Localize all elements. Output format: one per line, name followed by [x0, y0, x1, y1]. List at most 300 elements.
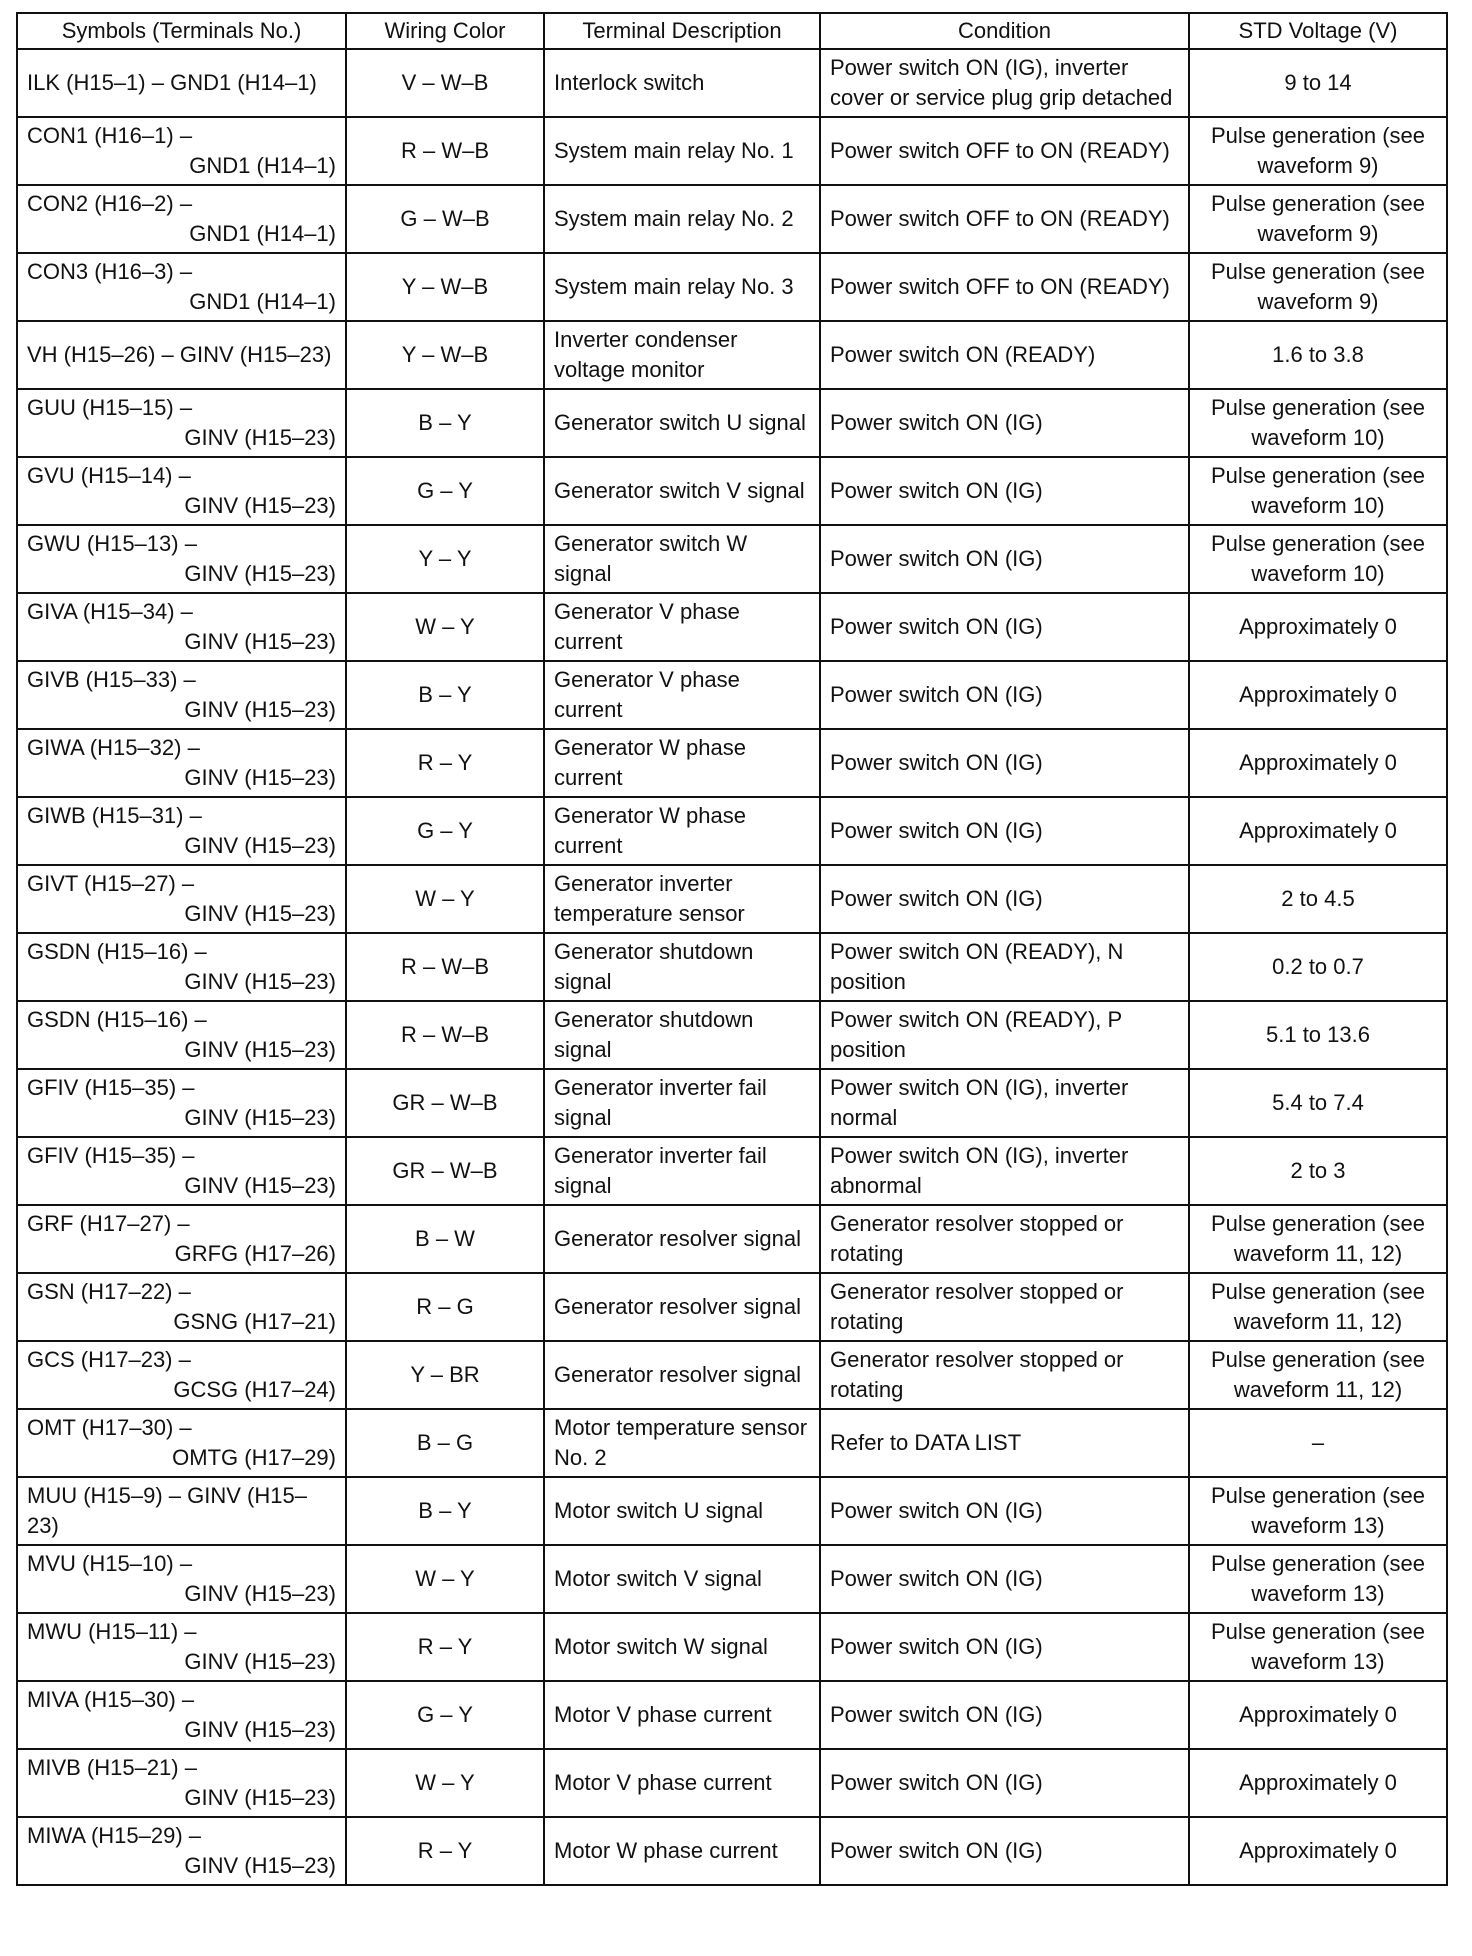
- terminal-description-cell: [544, 797, 820, 865]
- std-voltage: Approximately 0: [1239, 614, 1397, 639]
- symbol-ground: GINV (H15–23): [184, 1037, 336, 1062]
- std-voltage: –: [1311, 1430, 1325, 1455]
- wiring-color: Y – W–B: [401, 274, 489, 299]
- table-row: [17, 1749, 1447, 1817]
- std-voltage: 5.4 to 7.4: [1272, 1090, 1364, 1115]
- symbol-ground: GINV (H15–23): [184, 629, 336, 654]
- terminal-description-cell: [544, 1409, 820, 1477]
- condition-cell: [820, 49, 1189, 117]
- wiring-color-cell: [346, 797, 544, 865]
- condition-cell: [820, 1069, 1189, 1137]
- condition-cell: [820, 1477, 1189, 1545]
- condition: Power switch ON (IG): [830, 546, 1043, 571]
- symbol-ground: GINV (H15–23): [184, 1649, 336, 1674]
- symbol-ground: GINV (H15–23): [184, 1105, 336, 1130]
- symbol-terminal: GVU (H15–14) –: [27, 463, 191, 488]
- terminal-description: Motor V phase current: [554, 1702, 772, 1727]
- condition: Generator resolver stopped or rotating: [830, 1347, 1124, 1402]
- table-row: [17, 1477, 1447, 1545]
- wiring-color-cell: [346, 1069, 544, 1137]
- symbol-terminal: GIWA (H15–32) –: [27, 735, 200, 760]
- std-voltage-cell: [1189, 1137, 1447, 1205]
- terminal-description: Generator inverter fail signal: [554, 1075, 767, 1130]
- symbol-ground: GINV (H15–23): [184, 561, 336, 586]
- condition-cell: [820, 1273, 1189, 1341]
- table-row: [17, 185, 1447, 253]
- std-voltage: 2 to 3: [1290, 1158, 1346, 1183]
- terminal-description: Motor W phase current: [554, 1838, 778, 1863]
- condition-cell: [820, 525, 1189, 593]
- symbol-ground: GINV (H15–23): [184, 901, 336, 926]
- symbol-cell: [17, 1069, 346, 1137]
- terminal-description-cell: [544, 49, 820, 117]
- condition-cell: [820, 1001, 1189, 1069]
- symbol-ground: GINV (H15–23): [184, 765, 336, 790]
- table-row: [17, 1205, 1447, 1273]
- std-voltage-cell: [1189, 661, 1447, 729]
- symbol-ground: GINV (H15–23): [184, 1853, 336, 1878]
- wiring-color-cell: [346, 1613, 544, 1681]
- wiring-color-cell: [346, 321, 544, 389]
- terminal-description: System main relay No. 3: [554, 274, 794, 299]
- wiring-color: G – Y: [417, 478, 473, 503]
- terminal-description-cell: [544, 1613, 820, 1681]
- terminal-description-cell: [544, 525, 820, 593]
- terminal-description-cell: [544, 1817, 820, 1885]
- wiring-color-cell: [346, 49, 544, 117]
- wiring-color-cell: [346, 1817, 544, 1885]
- condition: Power switch ON (IG): [830, 750, 1043, 775]
- std-voltage: Approximately 0: [1239, 818, 1397, 843]
- std-voltage-cell: [1189, 525, 1447, 593]
- terminal-description: Generator switch V signal: [554, 478, 805, 503]
- condition-cell: [820, 865, 1189, 933]
- symbol-ground: OMTG (H17–29): [172, 1445, 336, 1470]
- table-row: [17, 729, 1447, 797]
- std-voltage-cell: [1189, 1205, 1447, 1273]
- condition-cell: [820, 1545, 1189, 1613]
- symbol-ground: GND1 (H14–1): [189, 153, 336, 178]
- std-voltage: 2 to 4.5: [1281, 886, 1355, 911]
- symbol-ground: GND1 (H14–1): [189, 221, 336, 246]
- condition-cell: [820, 797, 1189, 865]
- wiring-color: W – Y: [415, 1566, 475, 1591]
- terminal-description-cell: [544, 253, 820, 321]
- symbol-ground: GINV (H15–23): [184, 1173, 336, 1198]
- terminal-table: [16, 12, 1448, 1886]
- terminal-description-cell: [544, 185, 820, 253]
- terminal-description: Generator inverter fail signal: [554, 1143, 767, 1198]
- terminal-description: Generator resolver signal: [554, 1294, 802, 1319]
- std-voltage: Pulse generation (see waveform 13): [1210, 1483, 1426, 1538]
- table-row: [17, 933, 1447, 1001]
- header-std-voltage: STD Voltage (V): [1189, 13, 1447, 49]
- condition-cell: [820, 1341, 1189, 1409]
- wiring-color-cell: [346, 525, 544, 593]
- table-row: [17, 661, 1447, 729]
- std-voltage: Approximately 0: [1239, 1838, 1397, 1863]
- std-voltage: Pulse generation (see waveform 11, 12): [1210, 1211, 1426, 1266]
- condition: Power switch ON (READY): [830, 342, 1096, 367]
- std-voltage-cell: [1189, 253, 1447, 321]
- terminal-description-cell: [544, 1545, 820, 1613]
- terminal-description: Generator shutdown signal: [554, 939, 754, 994]
- wiring-color: R – W–B: [400, 954, 490, 979]
- header-symbols: Symbols (Terminals No.): [17, 13, 346, 49]
- std-voltage: Pulse generation (see waveform 13): [1210, 1619, 1426, 1674]
- symbol-cell: [17, 933, 346, 1001]
- condition-cell: [820, 253, 1189, 321]
- condition-cell: [820, 1205, 1189, 1273]
- symbol-cell: [17, 525, 346, 593]
- wiring-color-cell: [346, 1477, 544, 1545]
- symbol-cell: [17, 1817, 346, 1885]
- wiring-color-cell: [346, 593, 544, 661]
- condition: Power switch ON (IG): [830, 1770, 1043, 1795]
- std-voltage: Pulse generation (see waveform 9): [1210, 259, 1426, 314]
- wiring-color: B – Y: [418, 682, 472, 707]
- std-voltage-cell: [1189, 1001, 1447, 1069]
- terminal-description-cell: [544, 117, 820, 185]
- terminal-description: Interlock switch: [554, 70, 705, 95]
- symbol-cell: [17, 1137, 346, 1205]
- terminal-description: System main relay No. 1: [554, 138, 794, 163]
- symbol-cell: [17, 797, 346, 865]
- symbol-ground: GINV (H15–23): [184, 1785, 336, 1810]
- symbol-terminal: GFIV (H15–35) –: [27, 1075, 195, 1100]
- terminal-description-cell: [544, 1137, 820, 1205]
- std-voltage-cell: [1189, 1273, 1447, 1341]
- condition-cell: [820, 185, 1189, 253]
- wiring-color-cell: [346, 729, 544, 797]
- condition-cell: [820, 1749, 1189, 1817]
- symbol-terminal: CON2 (H16–2) –: [27, 191, 193, 216]
- condition-cell: [820, 729, 1189, 797]
- condition-cell: [820, 1137, 1189, 1205]
- table-row: [17, 49, 1447, 117]
- symbol-ground: GINV (H15–23): [184, 697, 336, 722]
- terminal-description-cell: [544, 933, 820, 1001]
- terminal-description: Generator switch W signal: [554, 531, 748, 586]
- terminal-description: Generator W phase current: [554, 735, 746, 790]
- std-voltage: 0.2 to 0.7: [1272, 954, 1364, 979]
- condition-cell: [820, 321, 1189, 389]
- wiring-color: G – Y: [417, 818, 473, 843]
- terminal-description-cell: [544, 865, 820, 933]
- symbol-terminal: MUU (H15–9) – GINV (H15–23): [27, 1483, 307, 1538]
- terminal-description: Generator resolver signal: [554, 1362, 802, 1387]
- wiring-color-cell: [346, 933, 544, 1001]
- condition: Power switch ON (IG), inverter cover or service plug grip detached: [830, 55, 1173, 110]
- std-voltage: Approximately 0: [1239, 1702, 1397, 1727]
- wiring-color-cell: [346, 389, 544, 457]
- std-voltage-cell: [1189, 1749, 1447, 1817]
- condition-cell: [820, 1681, 1189, 1749]
- std-voltage-cell: [1189, 1341, 1447, 1409]
- condition-cell: [820, 1817, 1189, 1885]
- terminal-description-cell: [544, 1341, 820, 1409]
- wiring-color-cell: [346, 1409, 544, 1477]
- terminal-description: Motor switch V signal: [554, 1566, 762, 1591]
- terminal-description-cell: [544, 1749, 820, 1817]
- symbol-cell: [17, 185, 346, 253]
- terminal-description: Motor temperature sensor No. 2: [554, 1415, 808, 1470]
- symbol-ground: GINV (H15–23): [184, 1717, 336, 1742]
- condition: Refer to DATA LIST: [830, 1430, 1022, 1455]
- wiring-color: R – W–B: [400, 1022, 490, 1047]
- wiring-color-cell: [346, 253, 544, 321]
- table-row: [17, 1613, 1447, 1681]
- wiring-color: R – W–B: [400, 138, 490, 163]
- wiring-color: R – Y: [417, 750, 473, 775]
- terminal-description-cell: [544, 1681, 820, 1749]
- table-row: [17, 1817, 1447, 1885]
- terminal-description-cell: [544, 457, 820, 525]
- terminal-description-cell: [544, 1001, 820, 1069]
- condition: Power switch ON (IG): [830, 614, 1043, 639]
- symbol-terminal: CON3 (H16–3) –: [27, 259, 193, 284]
- terminal-description-cell: [544, 661, 820, 729]
- std-voltage-cell: [1189, 1613, 1447, 1681]
- symbol-terminal: GUU (H15–15) –: [27, 395, 193, 420]
- std-voltage-cell: [1189, 1545, 1447, 1613]
- terminal-description-cell: [544, 389, 820, 457]
- terminal-description-cell: [544, 729, 820, 797]
- symbol-cell: [17, 1273, 346, 1341]
- table-row: [17, 1001, 1447, 1069]
- condition: Power switch OFF to ON (READY): [830, 274, 1170, 299]
- terminal-description-cell: [544, 1477, 820, 1545]
- symbol-terminal: MIWA (H15–29) –: [27, 1823, 202, 1848]
- table-row: [17, 321, 1447, 389]
- symbol-ground: GRFG (H17–26): [174, 1241, 336, 1266]
- symbol-terminal: MVU (H15–10) –: [27, 1551, 193, 1576]
- symbol-terminal: CON1 (H16–1) –: [27, 123, 193, 148]
- std-voltage-cell: [1189, 389, 1447, 457]
- terminal-description-cell: [544, 1273, 820, 1341]
- table-row: [17, 1069, 1447, 1137]
- wiring-color: G – Y: [417, 1702, 473, 1727]
- symbol-cell: [17, 1001, 346, 1069]
- symbol-terminal: GSDN (H15–16) –: [27, 1007, 207, 1032]
- symbol-ground: GCSG (H17–24): [173, 1377, 336, 1402]
- wiring-color: B – Y: [418, 410, 472, 435]
- wiring-color: B – G: [416, 1430, 474, 1455]
- std-voltage: Pulse generation (see waveform 10): [1210, 395, 1426, 450]
- wiring-color: V – W–B: [401, 70, 489, 95]
- condition-cell: [820, 117, 1189, 185]
- wiring-color: W – Y: [415, 1770, 475, 1795]
- std-voltage: Pulse generation (see waveform 9): [1210, 191, 1426, 246]
- symbol-cell: [17, 661, 346, 729]
- wiring-color-cell: [346, 1545, 544, 1613]
- symbol-cell: [17, 1681, 346, 1749]
- symbol-cell: [17, 1341, 346, 1409]
- symbol-terminal: GIVB (H15–33) –: [27, 667, 196, 692]
- std-voltage: 9 to 14: [1284, 70, 1352, 95]
- symbol-terminal: MWU (H15–11) –: [27, 1619, 197, 1644]
- symbol-cell: [17, 117, 346, 185]
- header-terminal-description: Terminal Description: [544, 13, 820, 49]
- table-row: [17, 1273, 1447, 1341]
- table-row: [17, 1545, 1447, 1613]
- condition: Power switch ON (IG): [830, 1702, 1043, 1727]
- condition: Power switch ON (IG): [830, 1838, 1043, 1863]
- condition: Power switch ON (IG), inverter abnormal: [830, 1143, 1129, 1198]
- symbol-cell: [17, 1409, 346, 1477]
- symbol-cell: [17, 389, 346, 457]
- condition: Power switch OFF to ON (READY): [830, 138, 1170, 163]
- std-voltage-cell: [1189, 1681, 1447, 1749]
- condition-cell: [820, 457, 1189, 525]
- std-voltage: 1.6 to 3.8: [1272, 342, 1364, 367]
- terminal-description: Inverter condenser voltage monitor: [554, 327, 738, 382]
- symbol-cell: [17, 457, 346, 525]
- symbol-ground: GSNG (H17–21): [173, 1309, 336, 1334]
- terminal-description: Generator V phase current: [554, 599, 740, 654]
- symbol-terminal: GIVT (H15–27) –: [27, 871, 195, 896]
- symbol-cell: [17, 1545, 346, 1613]
- wiring-color: B – Y: [418, 1498, 472, 1523]
- std-voltage: Pulse generation (see waveform 9): [1210, 123, 1426, 178]
- wiring-color: B – W: [415, 1226, 475, 1251]
- wiring-color: G – W–B: [400, 206, 490, 231]
- wiring-color: Y – BR: [410, 1362, 480, 1387]
- std-voltage: Pulse generation (see waveform 13): [1210, 1551, 1426, 1606]
- wiring-color-cell: [346, 1681, 544, 1749]
- std-voltage-cell: [1189, 865, 1447, 933]
- wiring-color: GR – W–B: [392, 1090, 498, 1115]
- symbol-terminal: GCS (H17–23) –: [27, 1347, 191, 1372]
- std-voltage-cell: [1189, 1069, 1447, 1137]
- table-row: [17, 1681, 1447, 1749]
- condition-cell: [820, 933, 1189, 1001]
- wiring-color-cell: [346, 1341, 544, 1409]
- std-voltage: Pulse generation (see waveform 10): [1210, 531, 1426, 586]
- table-row: [17, 865, 1447, 933]
- wiring-color-cell: [346, 185, 544, 253]
- wiring-color-cell: [346, 1749, 544, 1817]
- symbol-ground: GINV (H15–23): [184, 969, 336, 994]
- std-voltage: Approximately 0: [1239, 1770, 1397, 1795]
- std-voltage-cell: [1189, 797, 1447, 865]
- terminal-description: Generator switch U signal: [554, 410, 806, 435]
- table-row: [17, 525, 1447, 593]
- std-voltage-cell: [1189, 1477, 1447, 1545]
- std-voltage: 5.1 to 13.6: [1266, 1022, 1370, 1047]
- std-voltage: Pulse generation (see waveform 10): [1210, 463, 1426, 518]
- symbol-terminal: GSDN (H15–16) –: [27, 939, 207, 964]
- symbol-terminal: GIVA (H15–34) –: [27, 599, 193, 624]
- symbol-ground: GINV (H15–23): [184, 493, 336, 518]
- wiring-color: W – Y: [415, 614, 475, 639]
- terminal-description: Generator shutdown signal: [554, 1007, 754, 1062]
- condition: Power switch ON (IG), inverter normal: [830, 1075, 1129, 1130]
- std-voltage: Approximately 0: [1239, 682, 1397, 707]
- condition: Power switch ON (READY), P position: [830, 1007, 1122, 1062]
- condition: Power switch ON (IG): [830, 818, 1043, 843]
- symbol-terminal: MIVA (H15–30) –: [27, 1687, 195, 1712]
- condition-cell: [820, 1409, 1189, 1477]
- table-row: [17, 117, 1447, 185]
- std-voltage: Approximately 0: [1239, 750, 1397, 775]
- condition: Power switch ON (IG): [830, 682, 1043, 707]
- std-voltage-cell: [1189, 117, 1447, 185]
- terminal-description: Motor switch U signal: [554, 1498, 764, 1523]
- symbol-cell: [17, 321, 346, 389]
- condition-cell: [820, 661, 1189, 729]
- wiring-color-cell: [346, 1273, 544, 1341]
- terminal-description-cell: [544, 593, 820, 661]
- symbol-cell: [17, 1205, 346, 1273]
- wiring-color: R – Y: [417, 1838, 473, 1863]
- wiring-color-cell: [346, 1137, 544, 1205]
- symbol-cell: [17, 729, 346, 797]
- terminal-description: Generator W phase current: [554, 803, 746, 858]
- condition: Power switch ON (IG): [830, 1634, 1043, 1659]
- condition-cell: [820, 389, 1189, 457]
- condition-cell: [820, 593, 1189, 661]
- wiring-color: Y – Y: [418, 546, 472, 571]
- symbol-terminal: ILK (H15–1) – GND1 (H14–1): [27, 70, 317, 95]
- table-row: [17, 253, 1447, 321]
- table-row: [17, 457, 1447, 525]
- std-voltage-cell: [1189, 321, 1447, 389]
- wiring-color: W – Y: [415, 886, 475, 911]
- symbol-cell: [17, 1477, 346, 1545]
- symbol-cell: [17, 253, 346, 321]
- terminal-description-cell: [544, 1205, 820, 1273]
- std-voltage-cell: [1189, 729, 1447, 797]
- symbol-terminal: GFIV (H15–35) –: [27, 1143, 195, 1168]
- condition: Power switch ON (IG): [830, 410, 1043, 435]
- std-voltage-cell: [1189, 457, 1447, 525]
- symbol-terminal: OMT (H17–30) –: [27, 1415, 192, 1440]
- symbol-terminal: GWU (H15–13) –: [27, 531, 197, 556]
- table-row: [17, 1409, 1447, 1477]
- symbol-ground: GINV (H15–23): [184, 1581, 336, 1606]
- symbol-cell: [17, 49, 346, 117]
- std-voltage-cell: [1189, 185, 1447, 253]
- symbol-terminal: GRF (H17–27) –: [27, 1211, 190, 1236]
- header-condition: Condition: [820, 13, 1189, 49]
- condition-cell: [820, 1613, 1189, 1681]
- symbol-cell: [17, 1749, 346, 1817]
- header-row: [17, 13, 1447, 49]
- wiring-color-cell: [346, 1205, 544, 1273]
- symbol-terminal: MIVB (H15–21) –: [27, 1755, 197, 1780]
- symbol-terminal: GSN (H17–22) –: [27, 1279, 191, 1304]
- table-row: [17, 1137, 1447, 1205]
- std-voltage-cell: [1189, 1409, 1447, 1477]
- std-voltage-cell: [1189, 933, 1447, 1001]
- condition: Power switch ON (IG): [830, 1566, 1043, 1591]
- std-voltage-cell: [1189, 593, 1447, 661]
- std-voltage-cell: [1189, 49, 1447, 117]
- table-row: [17, 389, 1447, 457]
- terminal-description: System main relay No. 2: [554, 206, 794, 231]
- symbol-terminal: VH (H15–26) – GINV (H15–23): [27, 342, 332, 367]
- table-row: [17, 1341, 1447, 1409]
- condition: Power switch ON (IG): [830, 478, 1043, 503]
- condition: Power switch OFF to ON (READY): [830, 206, 1170, 231]
- header-wiring-color: Wiring Color: [346, 13, 544, 49]
- std-voltage: Pulse generation (see waveform 11, 12): [1210, 1279, 1426, 1334]
- wiring-color-cell: [346, 1001, 544, 1069]
- terminal-description: Motor V phase current: [554, 1770, 772, 1795]
- symbol-terminal: GIWB (H15–31) –: [27, 803, 202, 828]
- table-row: [17, 797, 1447, 865]
